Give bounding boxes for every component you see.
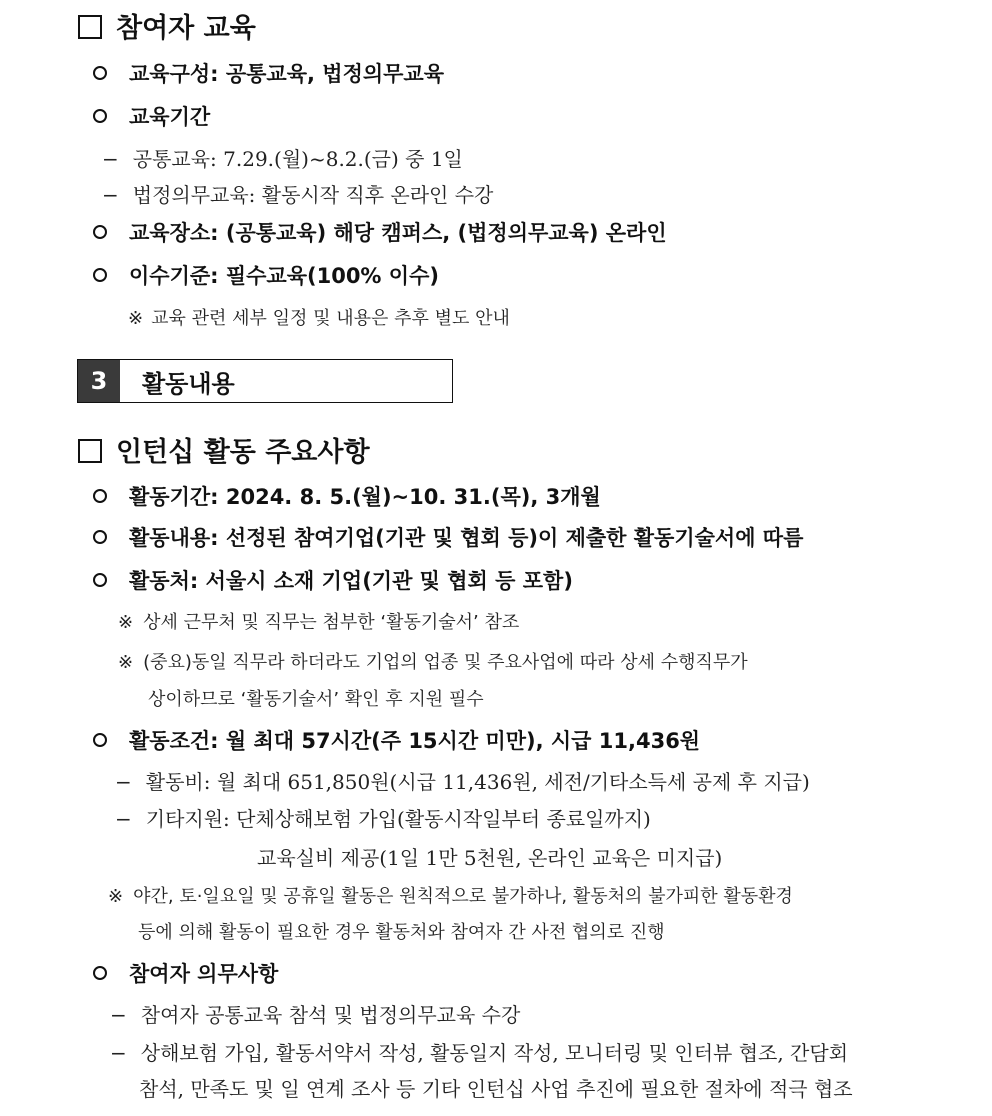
circle-bullet-icon bbox=[93, 66, 107, 80]
condition-other: − 기타지원: 단체상해보험 가입(활동시작일부터 종료일까지) bbox=[115, 807, 651, 831]
note-place-1: ※ 상세 근무처 및 직무는 첨부한 ‘활동기술서’ 참조 bbox=[118, 612, 520, 633]
checkbox-square-icon bbox=[78, 15, 102, 39]
bullet-activity-content: 활동내용: 선정된 참여기업(기관 및 협회 등)이 제출한 활동기술서에 따름 bbox=[93, 522, 803, 552]
checkbox-square-icon bbox=[78, 439, 102, 463]
circle-bullet-icon bbox=[93, 573, 107, 587]
duty-1: − 참여자 공통교육 참석 및 법정의무교육 수강 bbox=[110, 1003, 521, 1027]
section-number: 3 bbox=[78, 360, 120, 402]
section-header-box bbox=[77, 359, 453, 403]
bullet-activity-condition: 활동조건: 월 최대 57시간(주 15시간 미만), 시급 11,436원 bbox=[93, 725, 700, 755]
circle-bullet-icon bbox=[93, 733, 107, 747]
circle-bullet-icon bbox=[93, 268, 107, 282]
duty-2: − 상해보험 가입, 활동서약서 작성, 활동일지 작성, 모니터링 및 인터뷰 협조, 간담회 bbox=[110, 1041, 849, 1065]
note-place-2: ※ (중요)동일 직무라 하더라도 기업의 업종 및 주요사업에 따라 상세 수행직무가 bbox=[118, 652, 748, 673]
note-education: ※ 교육 관련 세부 일정 및 내용은 추후 별도 안내 bbox=[128, 308, 510, 329]
section-title-internship: 인턴십 활동 주요사항 bbox=[78, 430, 370, 469]
bullet-criteria: 이수기준: 필수교육(100% 이수) bbox=[93, 260, 439, 290]
circle-bullet-icon bbox=[93, 225, 107, 239]
bullet-activity-place: 활동처: 서울시 소재 기업(기관 및 협회 등 포함) bbox=[93, 565, 573, 595]
note-condition-cont: 등에 의해 활동이 필요한 경우 활동처와 참여자 간 사전 협의로 진행 bbox=[138, 922, 665, 943]
condition-fee: − 활동비: 월 최대 651,850원(시급 11,436원, 세전/기타소득세 공제 후 지급) bbox=[115, 770, 810, 794]
bullet-duty: 참여자 의무사항 bbox=[93, 958, 278, 988]
bullet-place: 교육장소: (공통교육) 해당 캠퍼스, (법정의무교육) 온라인 bbox=[93, 217, 667, 247]
duty-2-cont: 참석, 만족도 및 일 연계 조사 등 기타 인턴십 사업 추진에 필요한 절차에 적극 협조 bbox=[139, 1077, 853, 1101]
circle-bullet-icon bbox=[93, 109, 107, 123]
period-common: − 공통교육: 7.29.(월)~8.2.(금) 중 1일 bbox=[102, 147, 463, 171]
bullet-activity-period: 활동기간: 2024. 8. 5.(월)~10. 31.(목), 3개월 bbox=[93, 481, 601, 511]
bullet-composition: 교육구성: 공통교육, 법정의무교육 bbox=[93, 58, 444, 88]
period-legal: − 법정의무교육: 활동시작 직후 온라인 수강 bbox=[102, 183, 494, 207]
section-title-education: 참여자 교육 bbox=[78, 6, 256, 45]
note-condition: ※ 야간, 토·일요일 및 공휴일 활동은 원칙적으로 불가하나, 활동처의 불가피한 활동환경 bbox=[108, 886, 793, 907]
section-header-title: 활동내용 bbox=[142, 369, 235, 398]
condition-other-cont: 교육실비 제공(1일 1만 5천원, 온라인 교육은 미지급) bbox=[257, 846, 723, 870]
bullet-period: 교육기간 bbox=[93, 101, 210, 131]
circle-bullet-icon bbox=[93, 966, 107, 980]
circle-bullet-icon bbox=[93, 489, 107, 503]
circle-bullet-icon bbox=[93, 530, 107, 544]
note-place-2-cont: 상이하므로 ‘활동기술서’ 확인 후 지원 필수 bbox=[148, 689, 484, 710]
